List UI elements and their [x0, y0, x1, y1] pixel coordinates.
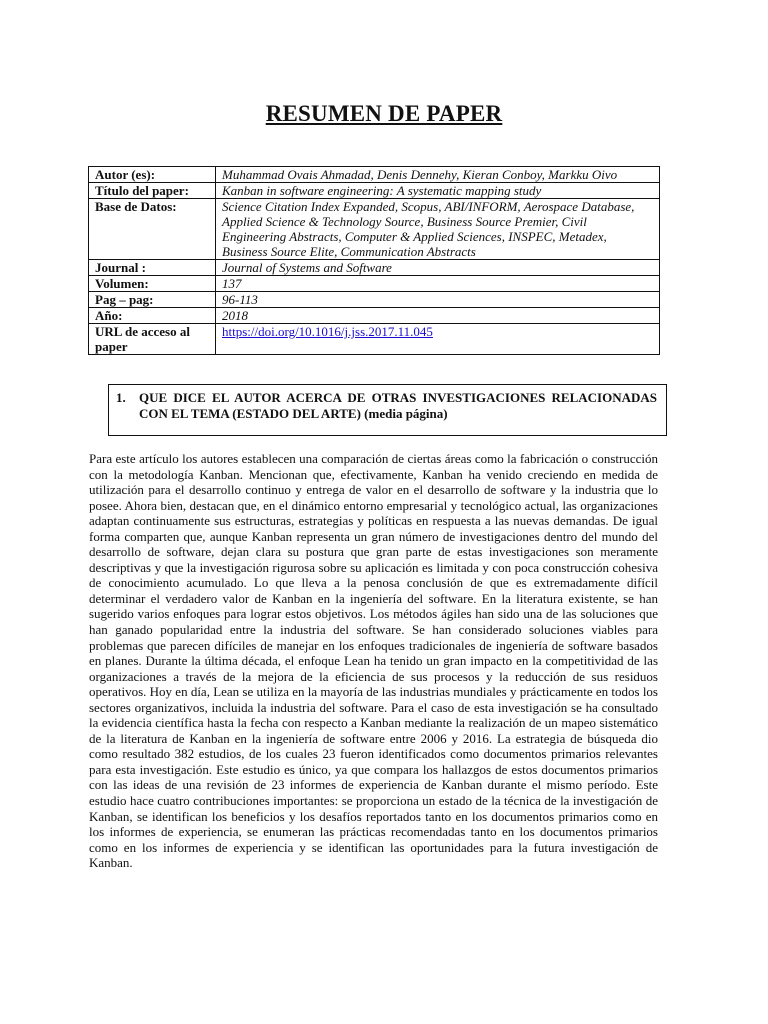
- anio-label: Año:: [89, 308, 216, 324]
- autor-value: Muhammad Ovais Ahmadad, Denis Dennehy, Kieran Conboy, Markku Oivo: [216, 167, 660, 183]
- titulo-value: Kanban in software engineering: A systematic mapping study: [216, 183, 660, 199]
- url-cell: [216, 324, 660, 355]
- table-row: [89, 308, 660, 324]
- body-paragraph: Para este artículo los autores establecen una comparación de ciertas áreas como la fabricación o construcción con la metodología Kanban. Mencionan que, efectivamente, Kanban ha venido creciendo en medida de utilización para el desarrollo continuo y entrega de valor en el desarrollo de software y la industria que lo posee. Ahora bien, destacan que, en el dinámico entorno empresarial y tecnológico actual, las organizaciones adaptan continuamente sus estructuras, estrategias y políticas en respuesta a las nuevas demandas. De igual forma comparten que, aunque Kanban representa un gran número de investigaciones dentro del mundo del desarrollo de software, dejan clara su postura que gran parte de estas investigaciones son meramente descriptivas y que la investigación rigurosa sobre su aplicación es limitada y con poca construcción cohesiva de conocimiento acumulado. Lo que lleva a la penosa conclusión de que es extremadamente difícil determinar el verdadero valor de Kanban en la ingeniería del software. En la literatura existente, se han sugerido varios enfoques para lograr estos objetivos. Los métodos ágiles han sido una de las soluciones que han ganado popularidad entre la industria del software. Se han considerado soluciones viables para problemas que parecen difíciles de manejar en los enfoques tradicionales de ingeniería de software basados en planes. Durante la última década, el enfoque Lean ha tenido un gran impacto en la competitividad de las organizaciones a través de la mejora de la eficiencia de sus procesos y la reducción de sus residuos operativos. Hoy en día, Lean se utiliza en la mayoría de las industrias mundiales y prácticamente en todos los sectores organizativos, incluida la industria del software. Para el caso de esta investigación se ha consultado la evidencia científica hasta la fecha con respecto a Kanban mediante la realización de un mapeo sistemático de la literatura de Kanban en la ingeniería de software entre 2006 y 2016. La estrategia de búsqueda dio como resultado 382 estudios, de los cuales 23 fueron identificados como documentos primarios relevantes para esta investigación. Este estudio es único, ya que compara los hallazgos de estos documentos primarios con las ideas de una revisión de 23 informes de experiencia de Kanban durante el mismo período. Este estudio hace cuatro contribuciones importantes: se proporciona un estado de la técnica de la investigación de Kanban, se identifican los beneficios y los desafíos reportados tanto en los documentos primarios como en los informes de experiencia, se enumeran las prácticas recomendadas tanto en los documentos primarios como en los informes de experiencia y se identifican las oportunidades para la futura investigación de Kanban.: [89, 451, 658, 871]
- section-number: 1.: [116, 390, 126, 405]
- table-row: [89, 167, 660, 183]
- doi-link[interactable]: https://doi.org/10.1016/j.jss.2017.11.045: [222, 324, 433, 339]
- volumen-value: 137: [216, 276, 660, 292]
- journal-value: Journal of Systems and Software: [216, 260, 660, 276]
- base-label: Base de Datos:: [89, 199, 216, 260]
- paper-metadata-table: [88, 166, 660, 355]
- pag-label: Pag – pag:: [89, 292, 216, 308]
- pag-value: 96-113: [216, 292, 660, 308]
- autor-label: Autor (es):: [89, 167, 216, 183]
- journal-label: Journal :: [89, 260, 216, 276]
- table-row: [89, 260, 660, 276]
- table-row: [89, 276, 660, 292]
- page-title: RESUMEN DE PAPER: [265, 101, 503, 126]
- table-row: [89, 183, 660, 199]
- volumen-label: Volumen:: [89, 276, 216, 292]
- table-row: [89, 324, 660, 355]
- table-row: [89, 199, 660, 260]
- titulo-label: Título del paper:: [89, 183, 216, 199]
- table-row: [89, 292, 660, 308]
- base-value: Science Citation Index Expanded, Scopus, ABI/INFORM, Aerospace Database, Applied Science & Technology Source, Business Source Premier, Civil Engineering Abstracts, Computer & Applied Sciences, INSPEC, Metadex, Business Source Elite, Communication Abstracts: [216, 199, 660, 260]
- section-heading-text: QUE DICE EL AUTOR ACERCA DE OTRAS INVESTIGACIONES RELACIONADAS CON EL TEMA (ESTADO DEL ARTE) (media página): [139, 390, 657, 421]
- anio-value: 2018: [216, 308, 660, 324]
- url-label: URL de acceso al paper: [89, 324, 216, 355]
- section-1-heading: [108, 384, 667, 436]
